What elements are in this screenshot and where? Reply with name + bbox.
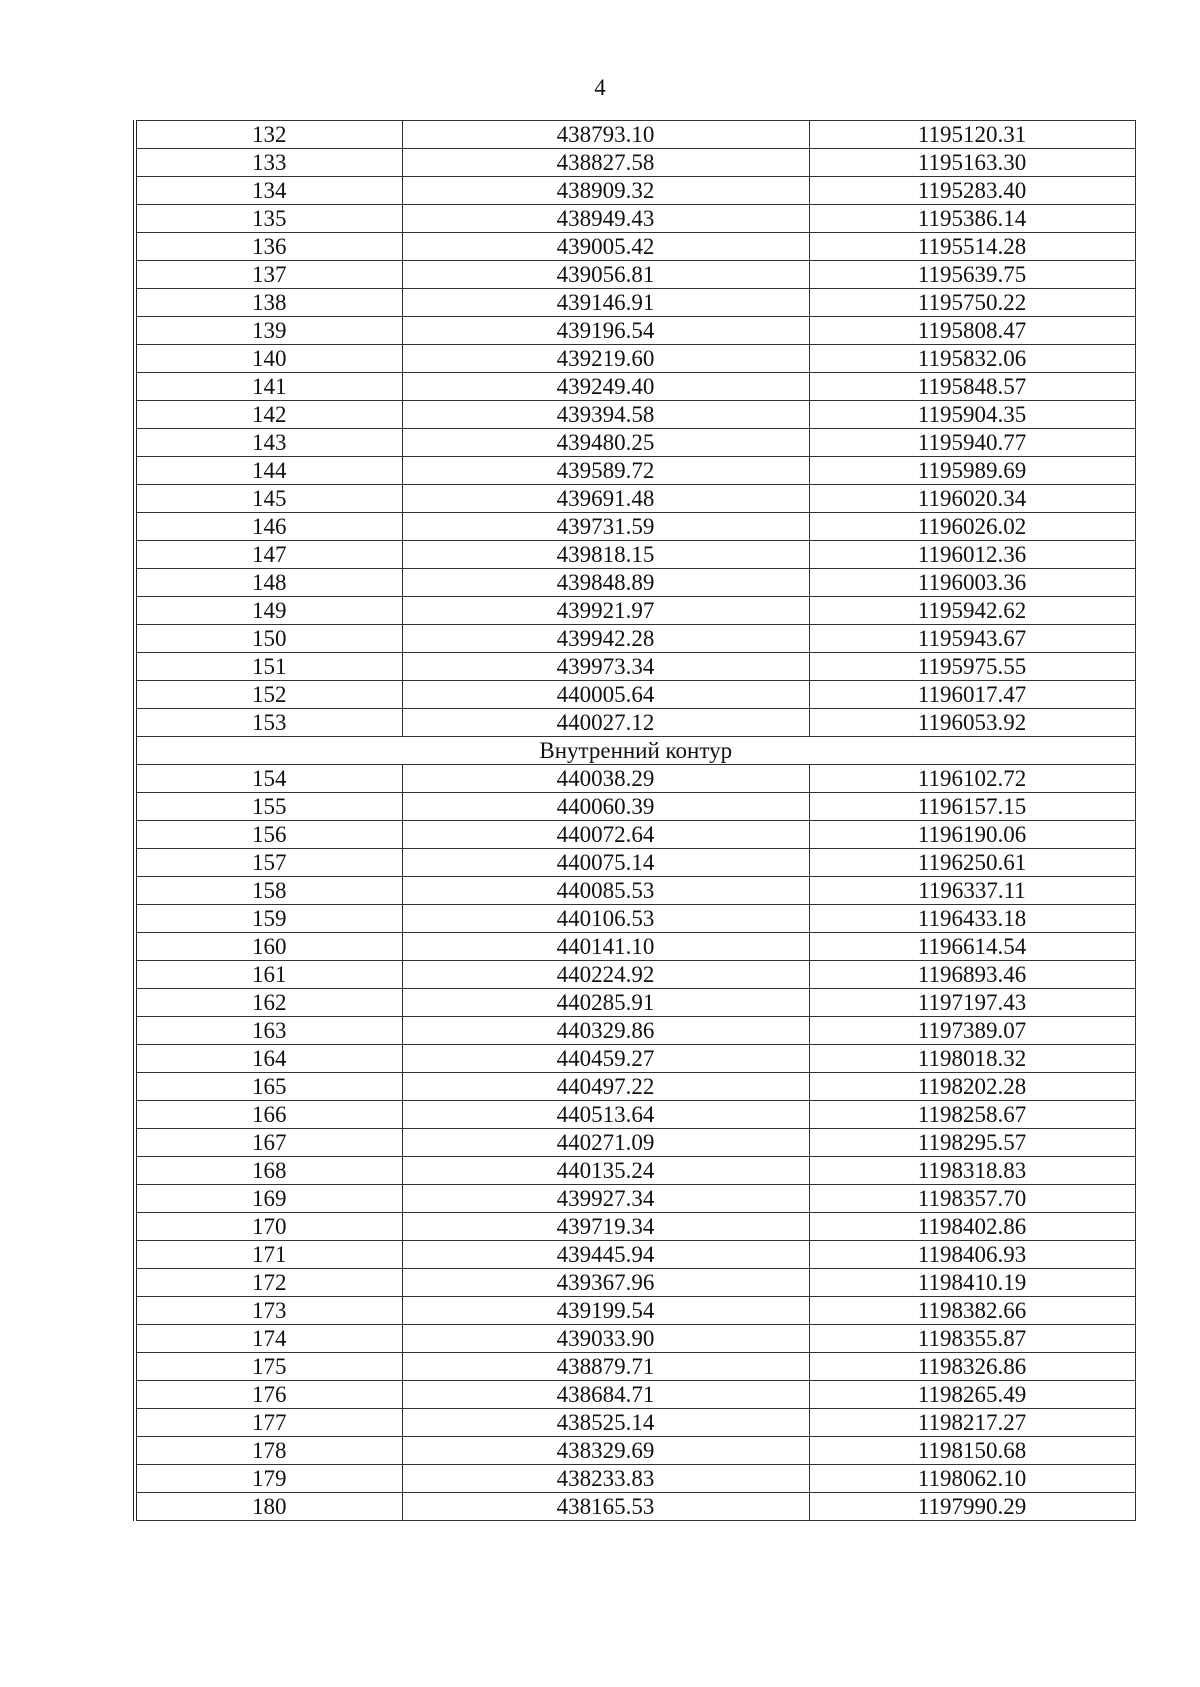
y-coordinate-cell: 1195904.35: [809, 401, 1135, 429]
y-coordinate-cell: 1195942.62: [809, 597, 1135, 625]
y-coordinate-cell: 1195832.06: [809, 345, 1135, 373]
point-number-cell: 143: [135, 429, 402, 457]
table-row: [135, 1409, 1135, 1437]
table-row: [135, 597, 1135, 625]
point-number-cell: 162: [135, 989, 402, 1017]
point-number-cell: 169: [135, 1185, 402, 1213]
point-number-cell: 148: [135, 569, 402, 597]
point-number-cell: 156: [135, 821, 402, 849]
x-coordinate-cell: 440141.10: [402, 933, 809, 961]
x-coordinate-cell: 440038.29: [402, 765, 809, 793]
x-coordinate-cell: 439445.94: [402, 1241, 809, 1269]
table-row: [135, 933, 1135, 961]
y-coordinate-cell: 1198355.87: [809, 1325, 1135, 1353]
table-row: [135, 205, 1135, 233]
y-coordinate-cell: 1195386.14: [809, 205, 1135, 233]
table-row: [135, 1073, 1135, 1101]
table-row: [135, 1437, 1135, 1465]
point-number-cell: 159: [135, 905, 402, 933]
page-number: 4: [594, 75, 606, 100]
point-number-cell: 149: [135, 597, 402, 625]
x-coordinate-cell: 439589.72: [402, 457, 809, 485]
point-number-cell: 179: [135, 1465, 402, 1493]
x-coordinate-cell: 439033.90: [402, 1325, 809, 1353]
y-coordinate-cell: 1198318.83: [809, 1157, 1135, 1185]
y-coordinate-cell: 1196020.34: [809, 485, 1135, 513]
point-number-cell: 140: [135, 345, 402, 373]
point-number-cell: 163: [135, 1017, 402, 1045]
y-coordinate-cell: 1198357.70: [809, 1185, 1135, 1213]
table-row: [135, 485, 1135, 513]
table-row: [135, 513, 1135, 541]
point-number-cell: 142: [135, 401, 402, 429]
y-coordinate-cell: 1195283.40: [809, 177, 1135, 205]
point-number-cell: 171: [135, 1241, 402, 1269]
y-coordinate-cell: 1197389.07: [809, 1017, 1135, 1045]
table-row: [135, 653, 1135, 681]
x-coordinate-cell: 438909.32: [402, 177, 809, 205]
y-coordinate-cell: 1196157.15: [809, 793, 1135, 821]
x-coordinate-cell: 439056.81: [402, 261, 809, 289]
y-coordinate-cell: 1198062.10: [809, 1465, 1135, 1493]
point-number-cell: 132: [135, 121, 402, 149]
point-number-cell: 137: [135, 261, 402, 289]
point-number-cell: 178: [135, 1437, 402, 1465]
y-coordinate-cell: 1198202.28: [809, 1073, 1135, 1101]
x-coordinate-cell: 440329.86: [402, 1017, 809, 1045]
table-row: [135, 1325, 1135, 1353]
coordinates-table: [133, 120, 1136, 1521]
table-row: [135, 569, 1135, 597]
y-coordinate-cell: 1198150.68: [809, 1437, 1135, 1465]
point-number-cell: 173: [135, 1297, 402, 1325]
x-coordinate-cell: 440072.64: [402, 821, 809, 849]
table-row: [135, 877, 1135, 905]
y-coordinate-cell: 1198406.93: [809, 1241, 1135, 1269]
point-number-cell: 141: [135, 373, 402, 401]
y-coordinate-cell: 1198402.86: [809, 1213, 1135, 1241]
y-coordinate-cell: 1196017.47: [809, 681, 1135, 709]
point-number-cell: 164: [135, 1045, 402, 1073]
point-number-cell: 160: [135, 933, 402, 961]
y-coordinate-cell: 1195808.47: [809, 317, 1135, 345]
y-coordinate-cell: 1196026.02: [809, 513, 1135, 541]
table-row: [135, 961, 1135, 989]
point-number-cell: 172: [135, 1269, 402, 1297]
y-coordinate-cell: 1198295.57: [809, 1129, 1135, 1157]
y-coordinate-cell: 1195750.22: [809, 289, 1135, 317]
point-number-cell: 136: [135, 233, 402, 261]
point-number-cell: 139: [135, 317, 402, 345]
point-number-cell: 133: [135, 149, 402, 177]
section-label: Внутренний контур: [135, 737, 1135, 765]
point-number-cell: 170: [135, 1213, 402, 1241]
x-coordinate-cell: 440271.09: [402, 1129, 809, 1157]
y-coordinate-cell: 1197990.29: [809, 1493, 1135, 1521]
table-row: [135, 1213, 1135, 1241]
y-coordinate-cell: 1196003.36: [809, 569, 1135, 597]
x-coordinate-cell: 438165.53: [402, 1493, 809, 1521]
y-coordinate-cell: 1198382.66: [809, 1297, 1135, 1325]
table-row: [135, 849, 1135, 877]
table-row: [135, 1017, 1135, 1045]
table-row: [135, 709, 1135, 737]
x-coordinate-cell: 440027.12: [402, 709, 809, 737]
x-coordinate-cell: 438949.43: [402, 205, 809, 233]
x-coordinate-cell: 439818.15: [402, 541, 809, 569]
y-coordinate-cell: 1196012.36: [809, 541, 1135, 569]
table-row: [135, 1157, 1135, 1185]
y-coordinate-cell: 1195120.31: [809, 121, 1135, 149]
y-coordinate-cell: 1197197.43: [809, 989, 1135, 1017]
point-number-cell: 154: [135, 765, 402, 793]
x-coordinate-cell: 438684.71: [402, 1381, 809, 1409]
coordinates-table-body: [135, 121, 1135, 1521]
point-number-cell: 152: [135, 681, 402, 709]
x-coordinate-cell: 439480.25: [402, 429, 809, 457]
point-number-cell: 174: [135, 1325, 402, 1353]
point-number-cell: 166: [135, 1101, 402, 1129]
y-coordinate-cell: 1196102.72: [809, 765, 1135, 793]
table-row: [135, 765, 1135, 793]
table-row: [135, 1129, 1135, 1157]
table-row: [135, 905, 1135, 933]
point-number-cell: 157: [135, 849, 402, 877]
y-coordinate-cell: 1195943.67: [809, 625, 1135, 653]
table-row: [135, 1045, 1135, 1073]
x-coordinate-cell: 439146.91: [402, 289, 809, 317]
x-coordinate-cell: 438525.14: [402, 1409, 809, 1437]
y-coordinate-cell: 1196337.11: [809, 877, 1135, 905]
y-coordinate-cell: 1198258.67: [809, 1101, 1135, 1129]
x-coordinate-cell: 440224.92: [402, 961, 809, 989]
x-coordinate-cell: 440513.64: [402, 1101, 809, 1129]
y-coordinate-cell: 1196190.06: [809, 821, 1135, 849]
table-row: [135, 1185, 1135, 1213]
table-row: [135, 149, 1135, 177]
x-coordinate-cell: 439199.54: [402, 1297, 809, 1325]
point-number-cell: 165: [135, 1073, 402, 1101]
y-coordinate-cell: 1195514.28: [809, 233, 1135, 261]
x-coordinate-cell: 439942.28: [402, 625, 809, 653]
point-number-cell: 134: [135, 177, 402, 205]
x-coordinate-cell: 440060.39: [402, 793, 809, 821]
x-coordinate-cell: 438827.58: [402, 149, 809, 177]
x-coordinate-cell: 440005.64: [402, 681, 809, 709]
x-coordinate-cell: 440497.22: [402, 1073, 809, 1101]
x-coordinate-cell: 439005.42: [402, 233, 809, 261]
y-coordinate-cell: 1195848.57: [809, 373, 1135, 401]
table-row: [135, 681, 1135, 709]
table-row: [135, 261, 1135, 289]
x-coordinate-cell: 440075.14: [402, 849, 809, 877]
y-coordinate-cell: 1198410.19: [809, 1269, 1135, 1297]
table-row: [135, 1493, 1135, 1521]
y-coordinate-cell: 1195989.69: [809, 457, 1135, 485]
point-number-cell: 176: [135, 1381, 402, 1409]
table-row: [135, 1269, 1135, 1297]
point-number-cell: 144: [135, 457, 402, 485]
y-coordinate-cell: 1196053.92: [809, 709, 1135, 737]
x-coordinate-cell: 440106.53: [402, 905, 809, 933]
table-row: [135, 1465, 1135, 1493]
point-number-cell: 145: [135, 485, 402, 513]
x-coordinate-cell: 440285.91: [402, 989, 809, 1017]
x-coordinate-cell: 439219.60: [402, 345, 809, 373]
y-coordinate-cell: 1196893.46: [809, 961, 1135, 989]
x-coordinate-cell: 439927.34: [402, 1185, 809, 1213]
point-number-cell: 146: [135, 513, 402, 541]
x-coordinate-cell: 439196.54: [402, 317, 809, 345]
x-coordinate-cell: 439848.89: [402, 569, 809, 597]
y-coordinate-cell: 1195940.77: [809, 429, 1135, 457]
table-row: [135, 317, 1135, 345]
x-coordinate-cell: 438233.83: [402, 1465, 809, 1493]
table-row: [135, 121, 1135, 149]
y-coordinate-cell: 1198217.27: [809, 1409, 1135, 1437]
point-number-cell: 175: [135, 1353, 402, 1381]
x-coordinate-cell: 440135.24: [402, 1157, 809, 1185]
point-number-cell: 138: [135, 289, 402, 317]
table-row: [135, 1241, 1135, 1269]
point-number-cell: 135: [135, 205, 402, 233]
point-number-cell: 150: [135, 625, 402, 653]
table-row: [135, 625, 1135, 653]
y-coordinate-cell: 1196433.18: [809, 905, 1135, 933]
x-coordinate-cell: 438793.10: [402, 121, 809, 149]
x-coordinate-cell: 439719.34: [402, 1213, 809, 1241]
x-coordinate-cell: 439973.34: [402, 653, 809, 681]
table-row: [135, 793, 1135, 821]
table-row: [135, 1101, 1135, 1129]
y-coordinate-cell: 1195975.55: [809, 653, 1135, 681]
table-row: [135, 401, 1135, 429]
x-coordinate-cell: 439731.59: [402, 513, 809, 541]
table-row: [135, 1381, 1135, 1409]
y-coordinate-cell: 1195163.30: [809, 149, 1135, 177]
section-header-row: [135, 737, 1135, 765]
point-number-cell: 155: [135, 793, 402, 821]
point-number-cell: 158: [135, 877, 402, 905]
point-number-cell: 151: [135, 653, 402, 681]
table-row: [135, 821, 1135, 849]
point-number-cell: 147: [135, 541, 402, 569]
point-number-cell: 177: [135, 1409, 402, 1437]
y-coordinate-cell: 1196614.54: [809, 933, 1135, 961]
y-coordinate-cell: 1198018.32: [809, 1045, 1135, 1073]
point-number-cell: 167: [135, 1129, 402, 1157]
x-coordinate-cell: 438879.71: [402, 1353, 809, 1381]
table-row: [135, 1353, 1135, 1381]
x-coordinate-cell: 439691.48: [402, 485, 809, 513]
point-number-cell: 168: [135, 1157, 402, 1185]
x-coordinate-cell: 439921.97: [402, 597, 809, 625]
y-coordinate-cell: 1198265.49: [809, 1381, 1135, 1409]
point-number-cell: 180: [135, 1493, 402, 1521]
table-row: [135, 429, 1135, 457]
x-coordinate-cell: 440085.53: [402, 877, 809, 905]
y-coordinate-cell: 1195639.75: [809, 261, 1135, 289]
table-row: [135, 989, 1135, 1017]
x-coordinate-cell: 439367.96: [402, 1269, 809, 1297]
y-coordinate-cell: 1198326.86: [809, 1353, 1135, 1381]
point-number-cell: 161: [135, 961, 402, 989]
x-coordinate-cell: 440459.27: [402, 1045, 809, 1073]
table-row: [135, 233, 1135, 261]
x-coordinate-cell: 438329.69: [402, 1437, 809, 1465]
x-coordinate-cell: 439249.40: [402, 373, 809, 401]
table-row: [135, 289, 1135, 317]
table-row: [135, 373, 1135, 401]
table-row: [135, 1297, 1135, 1325]
table-row: [135, 457, 1135, 485]
table-row: [135, 345, 1135, 373]
table-row: [135, 177, 1135, 205]
table-row: [135, 541, 1135, 569]
x-coordinate-cell: 439394.58: [402, 401, 809, 429]
point-number-cell: 153: [135, 709, 402, 737]
y-coordinate-cell: 1196250.61: [809, 849, 1135, 877]
